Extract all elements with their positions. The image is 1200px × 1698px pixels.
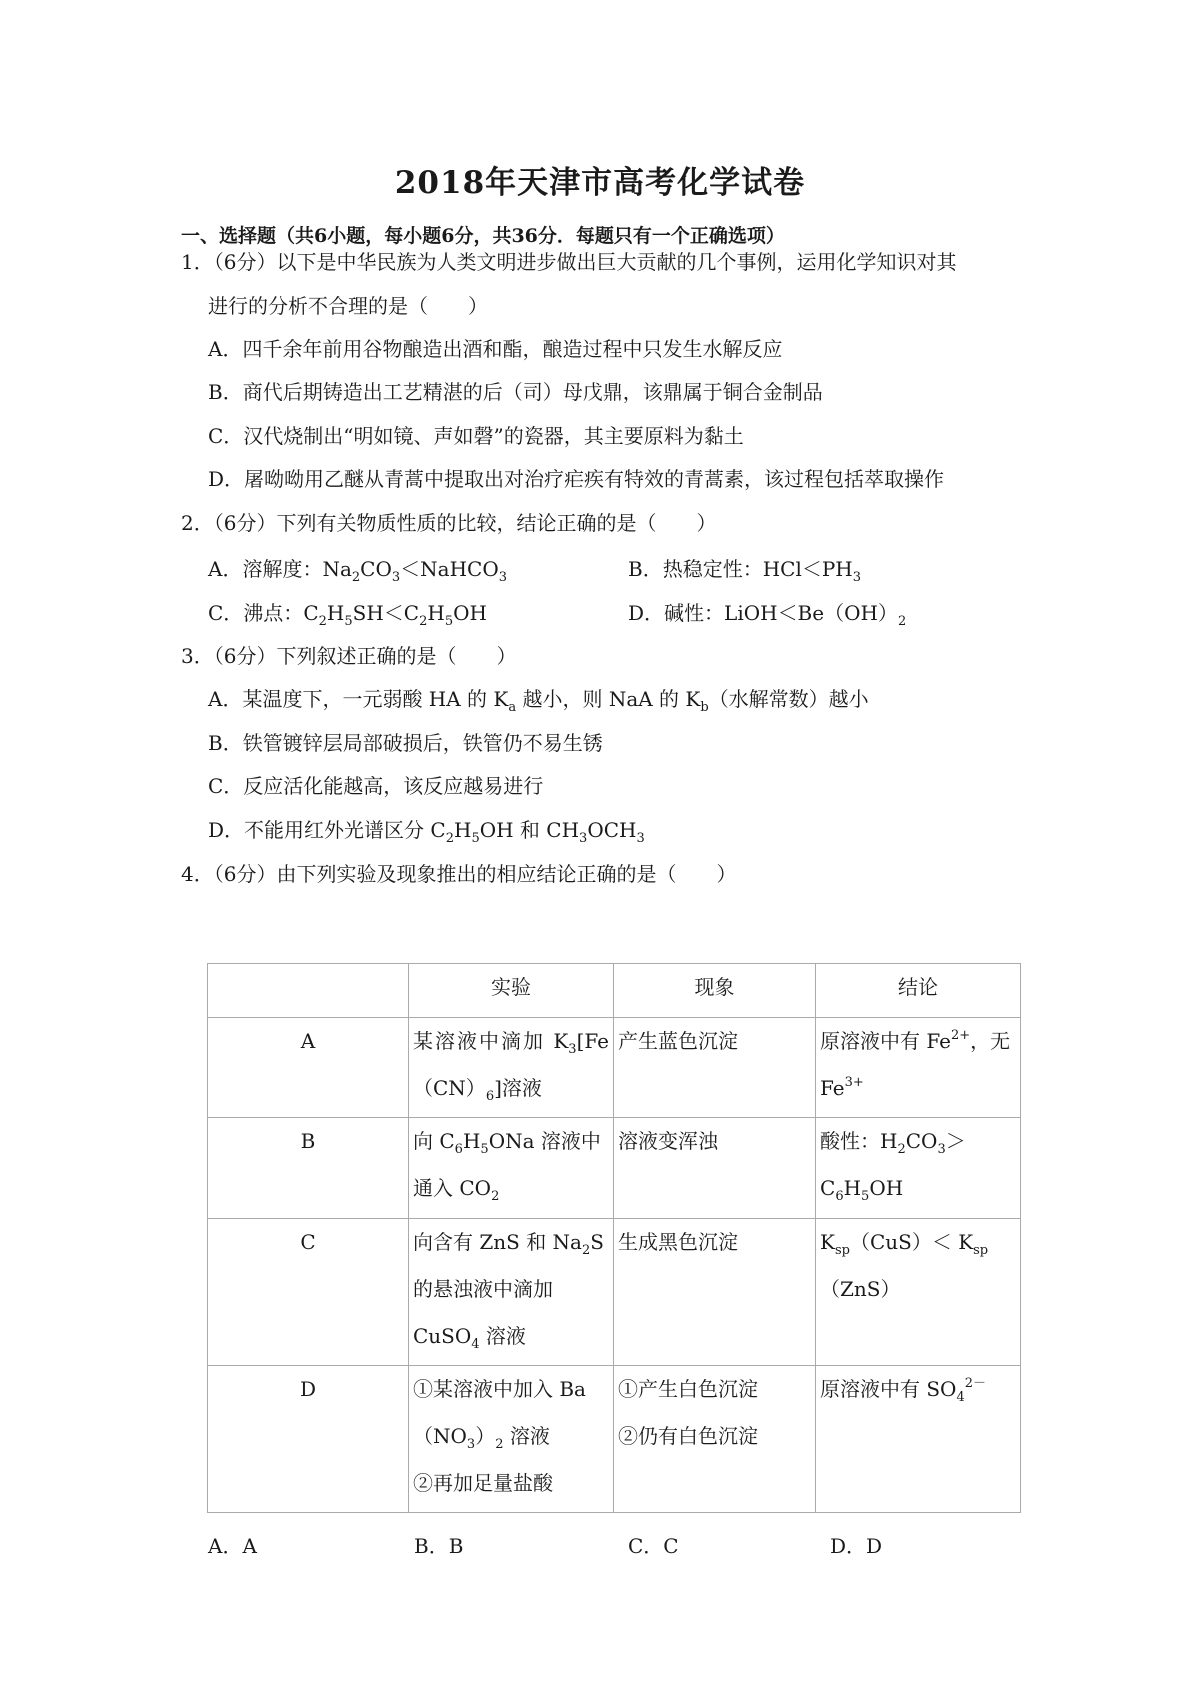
q1-option-b: B．商代后期铸造出工艺精湛的后（司）母戊鼎，该鼎属于铜合金制品	[208, 380, 823, 404]
q3-option-b: B．铁管镀锌层局部破损后，铁管仍不易生锈	[208, 731, 603, 755]
header-phenomenon: 现象	[614, 964, 816, 1018]
row-a-experiment: 某溶液中滴加 $K_3[Fe(CN)_6]$溶液	[409, 1018, 614, 1118]
row-d-phen2: ②仍有白色沉淀	[618, 1424, 758, 1448]
q4-stem: 4．（6分）由下列实验及现象推出的相应结论正确的是（ ）	[181, 862, 737, 886]
q3-a-sub2: b	[700, 700, 709, 715]
q3-option-d: D．不能用红外光谱区分 $C_2H_5OH$ 和 $CH_3OCH_3$	[208, 818, 645, 846]
q2-option-d-label: D．碱性：	[628, 601, 725, 625]
table-row-d	[208, 1366, 1021, 1513]
q2-option-c: C．沸点：$C_2H_5SH<C_2H_5OH$	[208, 601, 487, 629]
row-c-conclusion: $K_{sp}(CuS)< K_{sp}$ （ZnS）	[816, 1219, 1021, 1366]
row-d-conclusion: 原溶液中有 $SO_4^{2-}$	[816, 1366, 1021, 1513]
experiment-table	[207, 963, 1021, 1513]
header-blank	[208, 964, 409, 1018]
q2-option-b-label: B．热稳定性：	[628, 557, 763, 581]
row-c-phenomenon: 生成黑色沉淀	[614, 1219, 816, 1366]
row-label-c: C	[208, 1219, 409, 1366]
row-b-phenomenon: 溶液变浑浊	[614, 1118, 816, 1219]
q3-a-text1: A．某温度下，一元弱酸 HA 的 K	[208, 687, 509, 711]
q2-option-c-label: C．沸点：	[208, 601, 304, 625]
table-header-row	[208, 964, 1021, 1018]
table-row-c	[208, 1219, 1021, 1366]
row-b-experiment: 向 $C_6H_5ONa$ 溶液中 通入 $CO_2$	[409, 1118, 614, 1219]
row-label-a: A	[208, 1018, 409, 1118]
q2-option-b: B．热稳定性：$HCl<PH_3$	[628, 557, 862, 585]
header-conclusion: 结论	[816, 964, 1021, 1018]
section-heading: 一、选择题（共6小题，每小题6分，共36分．每题只有一个正确选项）	[181, 225, 785, 247]
q2-option-a-label: A．溶解度：	[208, 557, 323, 581]
row-a-phenomenon: 产生蓝色沉淀	[614, 1018, 816, 1118]
q1-stem-line2: 进行的分析不合理的是（ ）	[208, 294, 488, 318]
row-d-step2: ②再加足量盐酸	[413, 1471, 553, 1495]
q1-option-a: A．四千余年前用谷物酿造出酒和酯，酿造过程中只发生水解反应	[208, 337, 783, 361]
q3-option-a	[208, 683, 869, 715]
table-row-a	[208, 1018, 1021, 1118]
q3-option-c: C．反应活化能越高，该反应越易进行	[208, 774, 544, 798]
q3-stem: 3．（6分）下列叙述正确的是（ ）	[181, 644, 517, 668]
row-b-conclusion: 酸性：$H_2CO_3>$ $C_6H_5OH$	[816, 1118, 1021, 1219]
header-experiment: 实验	[409, 964, 614, 1018]
q3-a-sub1: a	[508, 700, 517, 715]
row-label-d: D	[208, 1366, 409, 1513]
q4-answer-a: A．A	[208, 1534, 257, 1558]
row-a-conclusion: 原溶液中有 $Fe^{2+}$，无 $Fe^{3+}$	[816, 1018, 1021, 1118]
row-label-b: B	[208, 1118, 409, 1219]
q3-d-text: D．不能用红外光谱区分	[208, 818, 431, 842]
q4-answer-d: D．D	[830, 1534, 883, 1558]
q1-stem-line1: 1．（6分）以下是中华民族为人类文明进步做出巨大贡献的几个事例，运用化学知识对其	[181, 250, 957, 274]
row-d-experiment: ①某溶液中加入 Ba $(NO_3)_2$ 溶液 ②再加足量盐酸	[409, 1366, 614, 1513]
row-d-phenomenon	[614, 1366, 816, 1513]
q1-option-d: D．屠呦呦用乙醚从青蒿中提取出对治疗疟疾有特效的青蒿素，该过程包括萃取操作	[208, 467, 945, 491]
q4-answer-c: C．C	[628, 1534, 679, 1558]
q3-a-text3: （水解常数）越小	[708, 687, 869, 711]
q4-answer-b: B．B	[414, 1534, 464, 1558]
row-c-experiment: 向含有 ZnS 和 $Na_2S$ 的悬浊液中滴加 CuSO$_4$ 溶液	[409, 1219, 614, 1366]
q3-a-text2: 越小，则 NaA 的 K	[516, 687, 701, 711]
row-d-phen1: ①产生白色沉淀	[618, 1377, 758, 1401]
q2-option-d: D．碱性：$LiOH<Be(OH)_2$	[628, 601, 907, 629]
table-row-b	[208, 1118, 1021, 1219]
q2-option-a: A．溶解度：$Na_2CO_3<NaHCO_3$	[208, 557, 508, 585]
q1-option-c: C．汉代烧制出“明如镜、声如磬”的瓷器，其主要原料为黏土	[208, 424, 744, 448]
page-title: 2018年天津市高考化学试卷	[394, 165, 806, 201]
q2-stem: 2．（6分）下列有关物质性质的比较，结论正确的是（ ）	[181, 511, 717, 535]
